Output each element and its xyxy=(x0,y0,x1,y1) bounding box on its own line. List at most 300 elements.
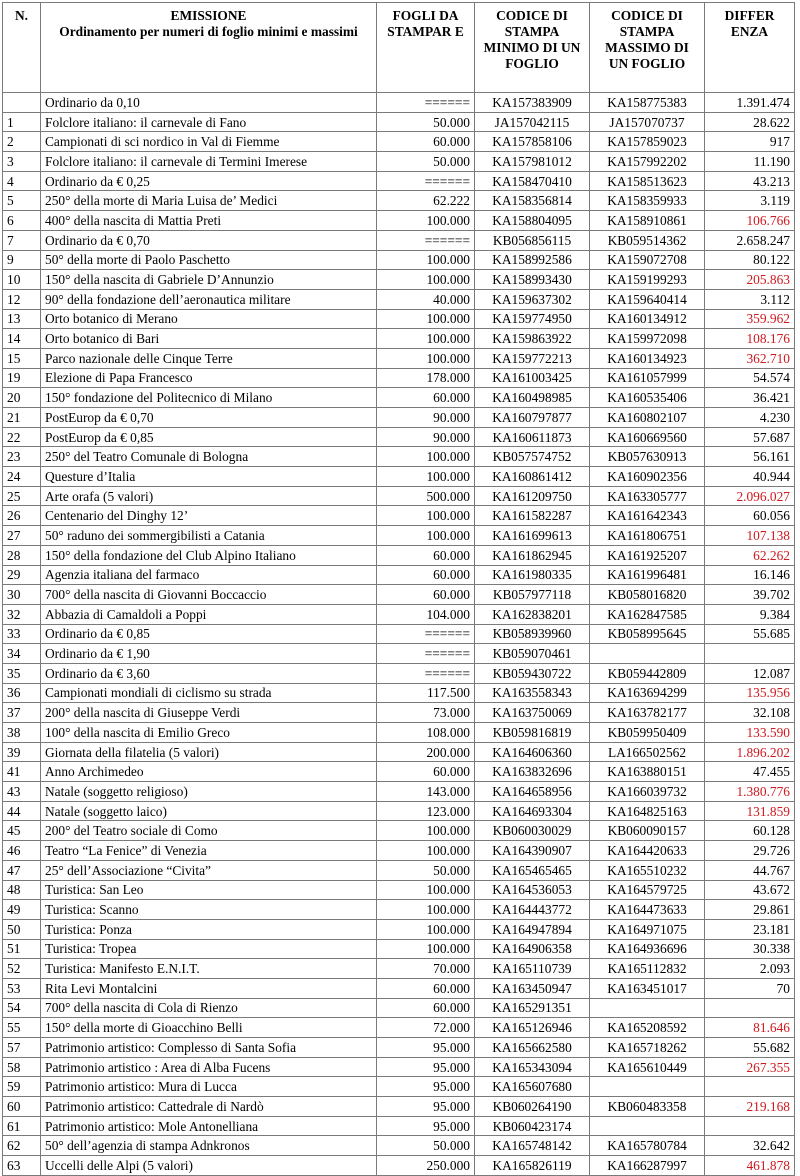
cell-emissione: 100° della nascita di Emilio Greco xyxy=(41,723,377,743)
cell-emissione: Patrimonio artistico: Cattedrale di Nardò xyxy=(41,1097,377,1117)
cell-min-code: KB059430722 xyxy=(475,663,590,683)
cell-min-code: KA158992586 xyxy=(475,250,590,270)
cell-number: 36 xyxy=(3,683,41,703)
cell-max-code: KB058995645 xyxy=(590,624,705,644)
cell-fogli: ====== xyxy=(377,230,475,250)
cell-emissione: Centenario del Dinghy 12’ xyxy=(41,506,377,526)
cell-fogli: 100.000 xyxy=(377,309,475,329)
table-row xyxy=(3,644,795,664)
cell-max-code: KA158359933 xyxy=(590,191,705,211)
cell-min-code: KB059816819 xyxy=(475,723,590,743)
cell-fogli: 123.000 xyxy=(377,801,475,821)
cell-difference: 267.355 xyxy=(705,1057,795,1077)
cell-difference: 4.230 xyxy=(705,408,795,428)
cell-max-code: KA160802107 xyxy=(590,408,705,428)
cell-fogli: 95.000 xyxy=(377,1077,475,1097)
cell-min-code: KA163750069 xyxy=(475,703,590,723)
cell-difference: 2.093 xyxy=(705,959,795,979)
table-row xyxy=(3,1136,795,1156)
table-row xyxy=(3,1038,795,1058)
cell-emissione: Patrimonio artistico: Mura di Lucca xyxy=(41,1077,377,1097)
cell-number: 32 xyxy=(3,604,41,624)
table-row xyxy=(3,585,795,605)
cell-number: 43 xyxy=(3,782,41,802)
cell-fogli: 50.000 xyxy=(377,152,475,172)
cell-emissione: Natale (soggetto laico) xyxy=(41,801,377,821)
cell-min-code: KA164906358 xyxy=(475,939,590,959)
cell-fogli: 250.000 xyxy=(377,1156,475,1176)
cell-min-code: KB060030029 xyxy=(475,821,590,841)
cell-max-code: KB059514362 xyxy=(590,230,705,250)
cell-fogli: 60.000 xyxy=(377,978,475,998)
cell-min-code: KB057977118 xyxy=(475,585,590,605)
cell-fogli: 100.000 xyxy=(377,329,475,349)
cell-fogli: 100.000 xyxy=(377,270,475,290)
table-row xyxy=(3,919,795,939)
cell-difference xyxy=(705,644,795,664)
cell-min-code: KA164606360 xyxy=(475,742,590,762)
table-row xyxy=(3,526,795,546)
table-row xyxy=(3,545,795,565)
cell-number: 1 xyxy=(3,112,41,132)
cell-fogli: 100.000 xyxy=(377,506,475,526)
cell-number xyxy=(3,93,41,113)
cell-max-code: KA165208592 xyxy=(590,1018,705,1038)
cell-min-code: KA164536053 xyxy=(475,880,590,900)
cell-min-code: KA161582287 xyxy=(475,506,590,526)
cell-max-code xyxy=(590,1077,705,1097)
cell-emissione: Rita Levi Montalcini xyxy=(41,978,377,998)
cell-number: 58 xyxy=(3,1057,41,1077)
cell-emissione: 200° della nascita di Giuseppe Verdi xyxy=(41,703,377,723)
cell-fogli: 100.000 xyxy=(377,526,475,546)
cell-fogli: 60.000 xyxy=(377,388,475,408)
cell-number: 29 xyxy=(3,565,41,585)
cell-fogli: 50.000 xyxy=(377,1136,475,1156)
cell-max-code: KA161057999 xyxy=(590,368,705,388)
cell-number: 51 xyxy=(3,939,41,959)
cell-emissione: Campionati mondiali di ciclismo su strada xyxy=(41,683,377,703)
cell-number: 35 xyxy=(3,663,41,683)
cell-max-code: KA165718262 xyxy=(590,1038,705,1058)
table-row xyxy=(3,1018,795,1038)
cell-number: 24 xyxy=(3,467,41,487)
cell-min-code: KA164693304 xyxy=(475,801,590,821)
cell-fogli: 108.000 xyxy=(377,723,475,743)
table-row xyxy=(3,939,795,959)
cell-min-code: KA161862945 xyxy=(475,545,590,565)
col-header-min-code: CODICE DI STAMPA MINIMO DI UN FOGLIO xyxy=(475,3,590,93)
cell-number: 63 xyxy=(3,1156,41,1176)
cell-emissione: 400° della nascita di Mattia Preti xyxy=(41,211,377,231)
cell-emissione: 25° dell’Associazione “Civita” xyxy=(41,860,377,880)
cell-emissione: Ordinario da 0,10 xyxy=(41,93,377,113)
cell-min-code: KA165291351 xyxy=(475,998,590,1018)
cell-fogli: 100.000 xyxy=(377,880,475,900)
cell-fogli: 70.000 xyxy=(377,959,475,979)
cell-max-code: KA163305777 xyxy=(590,486,705,506)
cell-min-code: KA158804095 xyxy=(475,211,590,231)
cell-emissione: Turistica: Ponza xyxy=(41,919,377,939)
cell-emissione: Patrimonio artistico: Complesso di Santa Sofia xyxy=(41,1038,377,1058)
cell-max-code: KA166287997 xyxy=(590,1156,705,1176)
cell-difference: 359.962 xyxy=(705,309,795,329)
cell-number: 33 xyxy=(3,624,41,644)
cell-min-code: KB056856115 xyxy=(475,230,590,250)
cell-difference: 40.944 xyxy=(705,467,795,487)
cell-fogli: 62.222 xyxy=(377,191,475,211)
cell-min-code: KA160861412 xyxy=(475,467,590,487)
cell-number: 46 xyxy=(3,841,41,861)
cell-emissione: Uccelli delle Alpi (5 valori) xyxy=(41,1156,377,1176)
cell-difference: 81.646 xyxy=(705,1018,795,1038)
cell-difference: 57.687 xyxy=(705,427,795,447)
table-row xyxy=(3,486,795,506)
cell-difference: 80.122 xyxy=(705,250,795,270)
cell-fogli: 100.000 xyxy=(377,919,475,939)
cell-difference: 28.622 xyxy=(705,112,795,132)
table-body xyxy=(3,93,795,1176)
cell-emissione: 200° del Teatro sociale di Como xyxy=(41,821,377,841)
cell-max-code xyxy=(590,644,705,664)
cell-max-code: KA164473633 xyxy=(590,900,705,920)
cell-max-code: KA165780784 xyxy=(590,1136,705,1156)
col-header-emissione xyxy=(41,3,377,93)
cell-max-code xyxy=(590,998,705,1018)
cell-difference: 56.161 xyxy=(705,447,795,467)
table-row xyxy=(3,703,795,723)
cell-emissione: Turistica: San Leo xyxy=(41,880,377,900)
cell-difference: 30.338 xyxy=(705,939,795,959)
cell-difference: 9.384 xyxy=(705,604,795,624)
table-row xyxy=(3,270,795,290)
cell-max-code: KA161806751 xyxy=(590,526,705,546)
cell-difference: 62.262 xyxy=(705,545,795,565)
cell-min-code: KA163558343 xyxy=(475,683,590,703)
cell-max-code: JA157070737 xyxy=(590,112,705,132)
cell-emissione: Turistica: Tropea xyxy=(41,939,377,959)
cell-difference: 1.896.202 xyxy=(705,742,795,762)
cell-number: 39 xyxy=(3,742,41,762)
cell-number: 9 xyxy=(3,250,41,270)
table-row xyxy=(3,1077,795,1097)
col-header-difference: DIFFER ENZA xyxy=(705,3,795,93)
cell-difference: 36.421 xyxy=(705,388,795,408)
table-row xyxy=(3,663,795,683)
cell-max-code: LA166502562 xyxy=(590,742,705,762)
table-row xyxy=(3,604,795,624)
cell-fogli: 143.000 xyxy=(377,782,475,802)
cell-min-code: KA164443772 xyxy=(475,900,590,920)
cell-difference: 70 xyxy=(705,978,795,998)
cell-difference: 11.190 xyxy=(705,152,795,172)
cell-difference: 2.096.027 xyxy=(705,486,795,506)
cell-emissione: Folclore italiano: il carnevale di Fano xyxy=(41,112,377,132)
table-row xyxy=(3,408,795,428)
cell-number: 54 xyxy=(3,998,41,1018)
cell-min-code: KA165126946 xyxy=(475,1018,590,1038)
table-row xyxy=(3,329,795,349)
cell-fogli: ====== xyxy=(377,93,475,113)
cell-max-code: KA164420633 xyxy=(590,841,705,861)
cell-max-code: KA160535406 xyxy=(590,388,705,408)
cell-number: 10 xyxy=(3,270,41,290)
cell-fogli: 95.000 xyxy=(377,1038,475,1058)
cell-emissione: Parco nazionale delle Cinque Terre xyxy=(41,348,377,368)
cell-max-code xyxy=(590,1116,705,1136)
table-row xyxy=(3,171,795,191)
cell-difference: 43.213 xyxy=(705,171,795,191)
cell-difference: 55.685 xyxy=(705,624,795,644)
cell-max-code: KA160134923 xyxy=(590,348,705,368)
cell-emissione: Ordinario da € 1,90 xyxy=(41,644,377,664)
cell-max-code: KA166039732 xyxy=(590,782,705,802)
cell-emissione: Teatro “La Fenice” di Venezia xyxy=(41,841,377,861)
cell-emissione: Arte orafa (5 valori) xyxy=(41,486,377,506)
cell-fogli: 100.000 xyxy=(377,841,475,861)
cell-max-code: KA159972098 xyxy=(590,329,705,349)
table-row xyxy=(3,683,795,703)
cell-number: 19 xyxy=(3,368,41,388)
cell-max-code: KA159072708 xyxy=(590,250,705,270)
cell-number: 20 xyxy=(3,388,41,408)
table-row xyxy=(3,309,795,329)
table-row xyxy=(3,152,795,172)
table-row xyxy=(3,467,795,487)
cell-emissione: Abbazia di Camaldoli a Poppi xyxy=(41,604,377,624)
table-row xyxy=(3,1057,795,1077)
cell-min-code: KA158470410 xyxy=(475,171,590,191)
cell-difference: 47.455 xyxy=(705,762,795,782)
cell-min-code: KA163832696 xyxy=(475,762,590,782)
cell-fogli: 95.000 xyxy=(377,1116,475,1136)
cell-difference: 12.087 xyxy=(705,663,795,683)
cell-number: 23 xyxy=(3,447,41,467)
cell-difference: 362.710 xyxy=(705,348,795,368)
cell-max-code: KA163880151 xyxy=(590,762,705,782)
table-row xyxy=(3,368,795,388)
cell-number: 21 xyxy=(3,408,41,428)
cell-min-code: KA165343094 xyxy=(475,1057,590,1077)
cell-max-code: KA164971075 xyxy=(590,919,705,939)
cell-emissione: Patrimonio artistico: Mole Antonelliana xyxy=(41,1116,377,1136)
cell-max-code: KA162847585 xyxy=(590,604,705,624)
cell-difference: 219.168 xyxy=(705,1097,795,1117)
cell-min-code: KA159772213 xyxy=(475,348,590,368)
table-row xyxy=(3,624,795,644)
cell-number: 22 xyxy=(3,427,41,447)
cell-min-code: KA160498985 xyxy=(475,388,590,408)
cell-difference: 3.112 xyxy=(705,289,795,309)
cell-emissione: Ordinario da € 0,85 xyxy=(41,624,377,644)
cell-emissione: Natale (soggetto religioso) xyxy=(41,782,377,802)
cell-max-code: KB060483358 xyxy=(590,1097,705,1117)
cell-difference: 55.682 xyxy=(705,1038,795,1058)
cell-fogli: ====== xyxy=(377,624,475,644)
cell-max-code: KA165510232 xyxy=(590,860,705,880)
cell-fogli: ====== xyxy=(377,171,475,191)
cell-min-code: KA164947894 xyxy=(475,919,590,939)
cell-difference: 133.590 xyxy=(705,723,795,743)
cell-difference xyxy=(705,1077,795,1097)
table-row xyxy=(3,900,795,920)
cell-number: 50 xyxy=(3,919,41,939)
table-row xyxy=(3,801,795,821)
cell-fogli: 40.000 xyxy=(377,289,475,309)
cell-max-code: KA163694299 xyxy=(590,683,705,703)
cell-emissione: PostEurop da € 0,85 xyxy=(41,427,377,447)
cell-min-code: KA157383909 xyxy=(475,93,590,113)
cell-min-code: KA160611873 xyxy=(475,427,590,447)
cell-min-code: KA161980335 xyxy=(475,565,590,585)
cell-min-code: KA159863922 xyxy=(475,329,590,349)
cell-emissione: 90° della fondazione dell’aeronautica militare xyxy=(41,289,377,309)
cell-fogli: 100.000 xyxy=(377,447,475,467)
cell-min-code: KA161003425 xyxy=(475,368,590,388)
cell-fogli: 95.000 xyxy=(377,1097,475,1117)
cell-fogli: 50.000 xyxy=(377,112,475,132)
cell-min-code: KA162838201 xyxy=(475,604,590,624)
cell-emissione: 700° della nascita di Cola di Rienzo xyxy=(41,998,377,1018)
cell-difference: 1.380.776 xyxy=(705,782,795,802)
cell-max-code: KA158910861 xyxy=(590,211,705,231)
cell-emissione: 150° della morte di Gioacchino Belli xyxy=(41,1018,377,1038)
cell-min-code: KA165465465 xyxy=(475,860,590,880)
cell-number: 41 xyxy=(3,762,41,782)
cell-number: 2 xyxy=(3,132,41,152)
cell-emissione: Turistica: Manifesto E.N.I.T. xyxy=(41,959,377,979)
cell-number: 12 xyxy=(3,289,41,309)
cell-emissione: 150° della nascita di Gabriele D’Annunzio xyxy=(41,270,377,290)
cell-max-code: KA160134912 xyxy=(590,309,705,329)
cell-number: 34 xyxy=(3,644,41,664)
cell-difference: 43.672 xyxy=(705,880,795,900)
cell-max-code: KA160902356 xyxy=(590,467,705,487)
cell-fogli: 60.000 xyxy=(377,585,475,605)
cell-difference: 135.956 xyxy=(705,683,795,703)
cell-emissione: Folclore italiano: il carnevale di Termini Imerese xyxy=(41,152,377,172)
table-row xyxy=(3,388,795,408)
cell-fogli: 100.000 xyxy=(377,250,475,270)
cell-min-code: KA161209750 xyxy=(475,486,590,506)
cell-difference: 108.176 xyxy=(705,329,795,349)
cell-max-code: KA157859023 xyxy=(590,132,705,152)
cell-min-code: KB059070461 xyxy=(475,644,590,664)
cell-fogli: ====== xyxy=(377,644,475,664)
cell-number: 37 xyxy=(3,703,41,723)
cell-fogli: 60.000 xyxy=(377,998,475,1018)
cell-min-code: KA158993430 xyxy=(475,270,590,290)
cell-emissione: PostEurop da € 0,70 xyxy=(41,408,377,428)
cell-min-code: KA164390907 xyxy=(475,841,590,861)
cell-max-code: KA164825163 xyxy=(590,801,705,821)
cell-number: 13 xyxy=(3,309,41,329)
cell-number: 3 xyxy=(3,152,41,172)
cell-fogli: 90.000 xyxy=(377,408,475,428)
cell-max-code: KA161642343 xyxy=(590,506,705,526)
col-header-fogli: FOGLI DA STAMPAR E xyxy=(377,3,475,93)
cell-min-code: KB060264190 xyxy=(475,1097,590,1117)
cell-fogli: 104.000 xyxy=(377,604,475,624)
table-row xyxy=(3,998,795,1018)
cell-max-code: KB059442809 xyxy=(590,663,705,683)
stamp-issues-table xyxy=(2,2,795,1176)
cell-max-code: KA159199293 xyxy=(590,270,705,290)
cell-fogli: 100.000 xyxy=(377,900,475,920)
cell-difference: 29.726 xyxy=(705,841,795,861)
cell-fogli: 95.000 xyxy=(377,1057,475,1077)
table-row xyxy=(3,742,795,762)
cell-emissione: 150° della fondazione del Club Alpino Italiano xyxy=(41,545,377,565)
table-row xyxy=(3,1156,795,1176)
cell-emissione: Ordinario da € 0,25 xyxy=(41,171,377,191)
cell-min-code: KA165110739 xyxy=(475,959,590,979)
cell-fogli: 100.000 xyxy=(377,821,475,841)
table-row xyxy=(3,250,795,270)
cell-difference: 2.658.247 xyxy=(705,230,795,250)
cell-emissione: Giornata della filatelia (5 valori) xyxy=(41,742,377,762)
cell-emissione: Agenzia italiana del farmaco xyxy=(41,565,377,585)
col-header-n: N. xyxy=(3,3,41,93)
cell-emissione: 250° della morte di Maria Luisa de’ Medici xyxy=(41,191,377,211)
cell-max-code: KA164936696 xyxy=(590,939,705,959)
cell-min-code: KA165662580 xyxy=(475,1038,590,1058)
cell-difference: 205.863 xyxy=(705,270,795,290)
cell-difference: 3.119 xyxy=(705,191,795,211)
table-row xyxy=(3,880,795,900)
cell-fogli: 100.000 xyxy=(377,211,475,231)
cell-number: 49 xyxy=(3,900,41,920)
cell-number: 55 xyxy=(3,1018,41,1038)
cell-fogli: 60.000 xyxy=(377,545,475,565)
cell-emissione: 50° raduno dei sommergibilisti a Catania xyxy=(41,526,377,546)
table-row xyxy=(3,860,795,880)
cell-emissione: Ordinario da € 0,70 xyxy=(41,230,377,250)
table-row xyxy=(3,112,795,132)
cell-max-code: KB058016820 xyxy=(590,585,705,605)
cell-max-code: KA159640414 xyxy=(590,289,705,309)
cell-difference xyxy=(705,998,795,1018)
cell-fogli: 500.000 xyxy=(377,486,475,506)
cell-max-code: KB059950409 xyxy=(590,723,705,743)
cell-number: 28 xyxy=(3,545,41,565)
cell-emissione: Turistica: Scanno xyxy=(41,900,377,920)
table-row xyxy=(3,230,795,250)
cell-difference: 39.702 xyxy=(705,585,795,605)
cell-min-code: KA161699613 xyxy=(475,526,590,546)
table-row xyxy=(3,447,795,467)
cell-number: 53 xyxy=(3,978,41,998)
cell-difference: 1.391.474 xyxy=(705,93,795,113)
cell-number: 61 xyxy=(3,1116,41,1136)
table-row xyxy=(3,841,795,861)
cell-max-code: KA160669560 xyxy=(590,427,705,447)
cell-difference: 32.642 xyxy=(705,1136,795,1156)
cell-difference: 16.146 xyxy=(705,565,795,585)
cell-min-code: KB058939960 xyxy=(475,624,590,644)
cell-max-code: KB057630913 xyxy=(590,447,705,467)
cell-number: 4 xyxy=(3,171,41,191)
cell-difference: 917 xyxy=(705,132,795,152)
cell-max-code: KB060090157 xyxy=(590,821,705,841)
cell-number: 14 xyxy=(3,329,41,349)
cell-difference: 23.181 xyxy=(705,919,795,939)
cell-max-code: KA158513623 xyxy=(590,171,705,191)
table-row xyxy=(3,762,795,782)
cell-fogli: 200.000 xyxy=(377,742,475,762)
cell-min-code: KA160797877 xyxy=(475,408,590,428)
table-row xyxy=(3,93,795,113)
